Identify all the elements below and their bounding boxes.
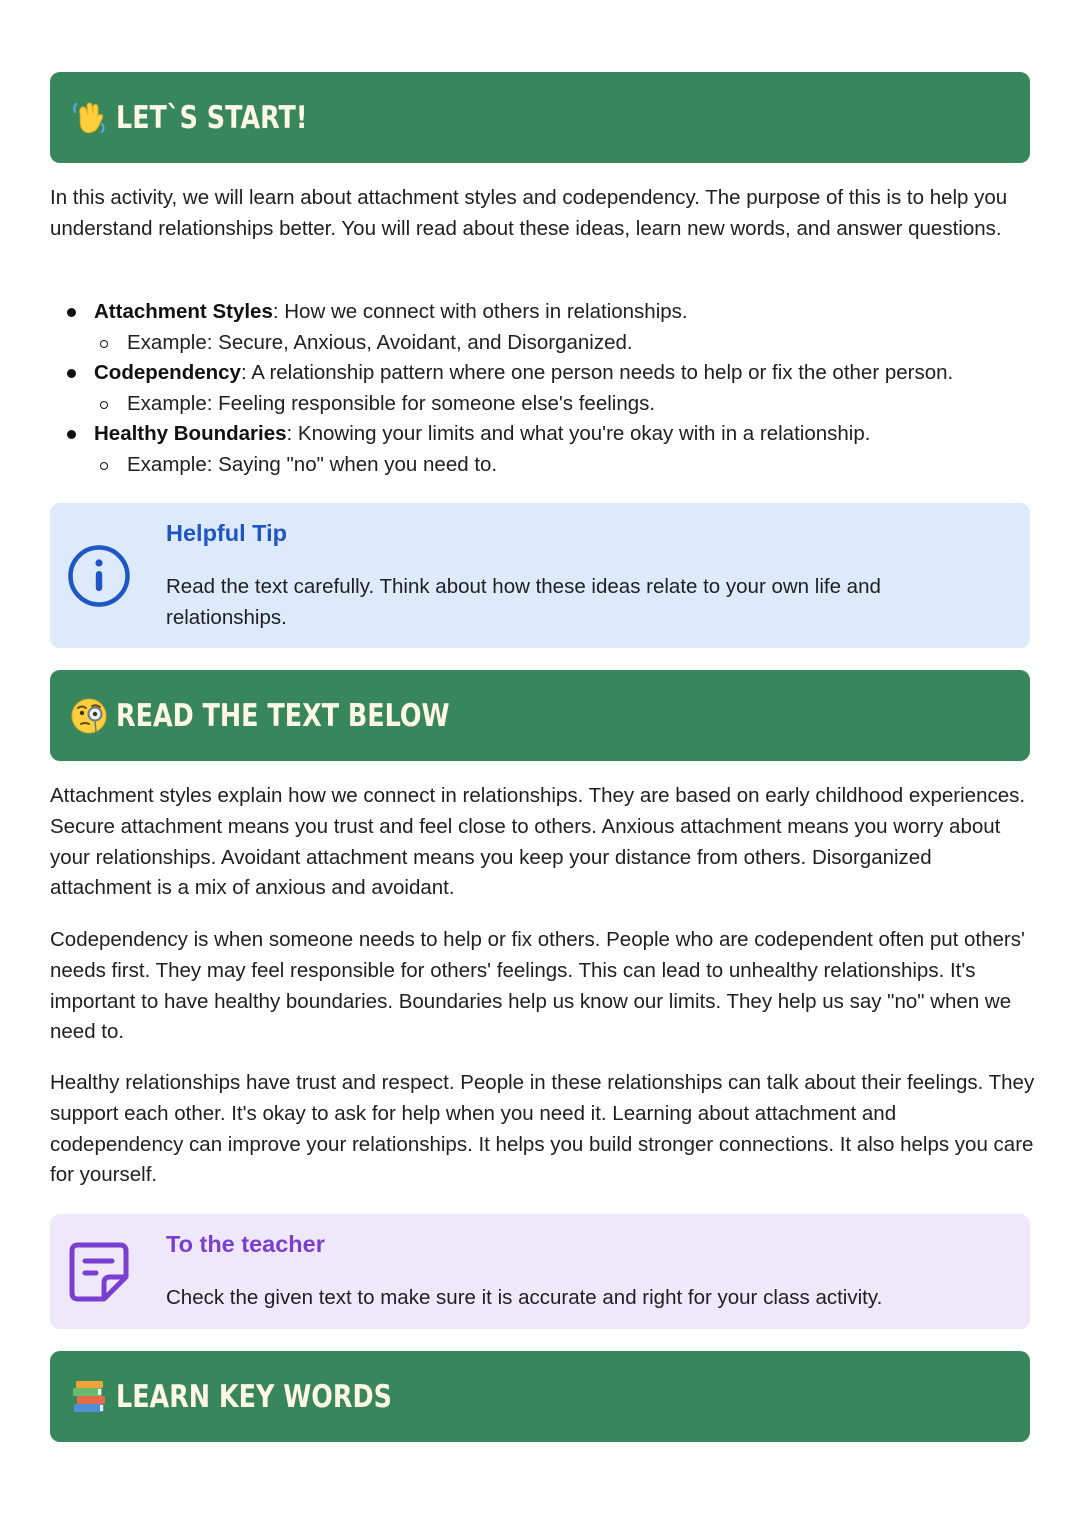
teacher-body: Check the given text to make sure it is accurate and right for your class activity. <box>166 1286 883 1309</box>
monocle-face-icon <box>70 697 108 735</box>
waving-hand-icon <box>70 99 108 137</box>
teacher-note-callout <box>50 1214 1030 1329</box>
list-item <box>50 297 1035 328</box>
list-item <box>50 419 1035 450</box>
concept-list <box>50 297 1035 480</box>
list-subitem: Example: Feeling responsible for someone else's feelings. <box>50 389 1035 420</box>
section-title: LET`S START! <box>116 99 308 136</box>
concept-term: Codependency <box>94 361 241 384</box>
section-title: READ THE TEXT BELOW <box>116 697 450 734</box>
section-title: LEARN KEY WORDS <box>116 1378 392 1415</box>
helpful-tip-callout <box>50 503 1030 648</box>
list-subitem: Example: Secure, Anxious, Avoidant, and Disorganized. <box>50 328 1035 359</box>
section-banner-start <box>50 72 1030 163</box>
info-icon <box>66 543 132 609</box>
concept-definition: : Knowing your limits and what you're okay with in a relationship. <box>286 422 871 445</box>
concept-term: Attachment Styles <box>94 300 273 323</box>
reading-paragraph: Attachment styles explain how we connect in relationships. They are based on early childhood experiences. Secure attachment means you trust and feel close to others. Anxious attachment means you worry about your relationships. Avoidant attachment means you keep your distance from others. Disorganized attachment is a mix of anxious and avoidant. <box>50 784 1026 900</box>
note-icon <box>66 1239 132 1305</box>
concept-definition: : How we connect with others in relationships. <box>272 300 688 323</box>
books-icon <box>70 1378 108 1416</box>
section-banner-read <box>50 670 1030 761</box>
list-subitem: Example: Saying "no" when you need to. <box>50 450 1035 481</box>
section-banner-words <box>50 1351 1030 1442</box>
reading-paragraph: Codependency is when someone needs to help or fix others. People who are codependent often put others' needs first. They may feel responsible for others' feelings. This can lead to unhealthy relationships. It's important to have healthy boundaries. Boundaries help us know our limits. They help us say "no" when we need to. <box>50 928 1025 1044</box>
tip-body: Read the text carefully. Think about how these ideas relate to your own life and relationships. <box>166 575 881 629</box>
reading-paragraph: Healthy relationships have trust and respect. People in these relationships can talk about their feelings. They support each other. It's okay to ask for help when you need it. Learning about attachment and codependency can improve your relationships. It helps you build stronger connections. It also helps you care for yourself. <box>50 1071 1035 1187</box>
tip-title: Helpful Tip <box>166 520 287 546</box>
teacher-title: To the teacher <box>166 1231 325 1257</box>
concept-definition: : A relationship pattern where one person needs to help or fix the other person. <box>240 361 954 384</box>
concept-term: Healthy Boundaries <box>94 422 287 445</box>
list-item <box>50 358 1035 389</box>
intro-paragraph: In this activity, we will learn about attachment styles and codependency. The purpose of this is to help you understand relationships better. You will read about these ideas, learn new words, and answer questions. <box>50 186 1008 240</box>
